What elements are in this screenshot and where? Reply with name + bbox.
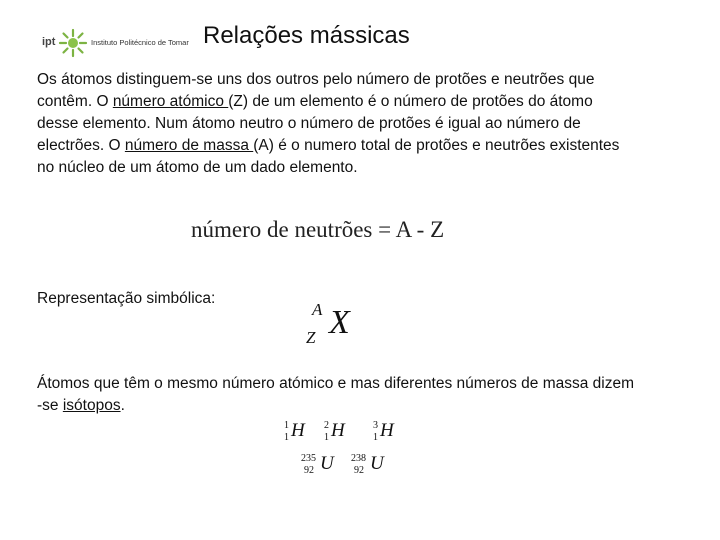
term-atomic-number: número atómico [112, 93, 229, 110]
term-isotopes: isótopos [62, 397, 121, 414]
intro-line: Os átomos distinguem-se uns dos outros pelo número de protões e neutrões que [37, 71, 595, 88]
isotope-symbol: U [320, 453, 334, 474]
representation-label: Representação simbólica: [37, 290, 216, 307]
isotope-atomic: 1 [373, 432, 378, 443]
intro-line [37, 135, 677, 157]
intro-line [37, 91, 677, 113]
intro-line: desse elemento. Num átomo neutro o número de protões é igual ao número de [37, 115, 581, 132]
isotope-symbol: H [331, 420, 345, 441]
isotope-atomic: 92 [354, 465, 364, 476]
neutron-formula: número de neutrões = A - Z [191, 217, 445, 242]
isotope-mass: 238 [351, 453, 366, 464]
isotope-mass: 2 [324, 420, 329, 431]
logo-ipt-text: ipt [42, 36, 56, 48]
intro-text: contêm. O [37, 93, 113, 110]
isotope-mass: 3 [373, 420, 378, 431]
intro-paragraph [37, 69, 677, 179]
atomic-number-symbol: Z [306, 328, 316, 347]
isotope-atomic: 92 [304, 465, 314, 476]
isotope-symbol: H [291, 420, 305, 441]
sun-icon [58, 28, 88, 58]
isotopes-paragraph [37, 373, 634, 417]
isotope-symbol: U [370, 453, 384, 474]
logo-institution-name: Instituto Politécnico de Tomar [91, 38, 189, 47]
isotopes-line: Átomos que têm o mesmo número atómico e mas diferentes números de massa dizem [37, 375, 635, 392]
intro-text: (Z) de um elemento é o número de protões do átomo [228, 93, 593, 110]
symbolic-notation [303, 300, 373, 352]
isotopes-line [37, 395, 634, 417]
mass-number-symbol: A [312, 300, 323, 319]
isotopes-text: . [120, 397, 125, 414]
term-mass-number: número de massa [124, 137, 254, 154]
institution-logo [42, 28, 192, 58]
intro-line: no núcleo de um átomo de um dado elemento. [37, 159, 358, 176]
isotopes-text: -se [37, 397, 63, 414]
isotope-mass: 1 [284, 420, 289, 431]
isotope-atomic: 1 [284, 432, 289, 443]
element-symbol: X [329, 304, 350, 341]
intro-text: (A) é o numero total de protões e neutrões existentes [253, 137, 620, 154]
isotope-symbol: H [380, 420, 394, 441]
isotope-mass: 235 [301, 453, 316, 464]
isotope-atomic: 1 [324, 432, 329, 443]
intro-text: electrões. O [37, 137, 125, 154]
page-title: Relações mássicas [203, 22, 410, 49]
